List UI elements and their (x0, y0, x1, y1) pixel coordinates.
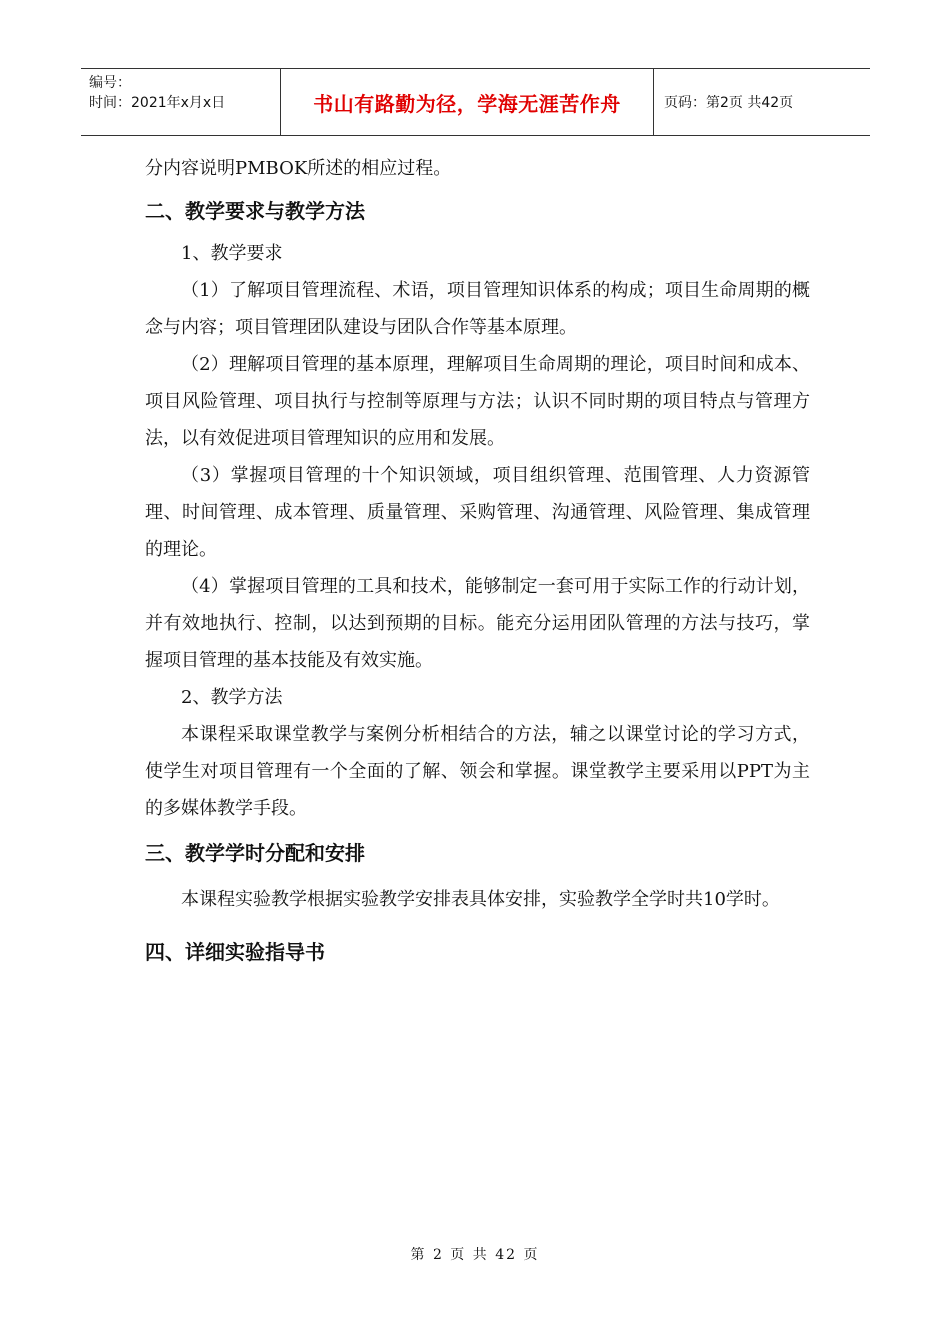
serial-label: 编号： (89, 75, 131, 91)
page-header (81, 68, 870, 136)
hours-paragraph: 本课程实验教学根据实验教学安排表具体安排，实验教学全学时共10学时。 (181, 889, 780, 910)
date-label: 时间：2021年x月x日 (89, 95, 226, 111)
header-page-info: 页码：第2页 共42页 (664, 95, 794, 111)
section-heading-2: 二、教学要求与教学方法 (145, 199, 365, 223)
header-meta (81, 69, 281, 135)
page-footer: 第 2 页 共 42 页 (410, 1247, 540, 1263)
requirement-1: （1）了解项目管理流程、术语，项目管理知识体系的构成；项目生命周期的概念与内容；项目管理团队建设与团队合作等基本原理。 (145, 280, 810, 338)
section-heading-3: 三、教学学时分配和安排 (145, 841, 365, 865)
subheading-teaching-methods: 2、教学方法 (181, 687, 283, 708)
methods-paragraph: 本课程采取课堂教学与案例分析相结合的方法，辅之以课堂讨论的学习方式，使学生对项目管理有一个全面的了解、领会和掌握。课堂教学主要采用以PPT为主的多媒体教学手段。 (145, 724, 810, 819)
requirement-3: （3）掌握项目管理的十个知识领域，项目组织管理、范围管理、人力资源管理、时间管理、成本管理、质量管理、采购管理、沟通管理、风险管理、集成管理的理论。 (145, 465, 810, 560)
subheading-teaching-requirements: 1、教学要求 (181, 243, 283, 264)
section-heading-4: 四、详细实验指导书 (145, 940, 325, 964)
document-body (145, 150, 810, 966)
intro-paragraph-tail: 分内容说明PMBOK所述的相应过程。 (145, 158, 452, 179)
header-motto: 书山有路勤为径，学海无涯苦作舟 (281, 69, 654, 135)
requirement-2: （2）理解项目管理的基本原理，理解项目生命周期的理论，项目时间和成本、项目风险管理、项目执行与控制等原理与方法；认识不同时期的项目特点与管理方法，以有效促进项目管理知识的应用和发展。 (145, 354, 810, 449)
requirement-4: （4）掌握项目管理的工具和技术，能够制定一套可用于实际工作的行动计划，并有效地执行、控制，以达到预期的目标。能充分运用团队管理的方法与技巧，掌握项目管理的基本技能及有效实施。 (145, 576, 810, 671)
